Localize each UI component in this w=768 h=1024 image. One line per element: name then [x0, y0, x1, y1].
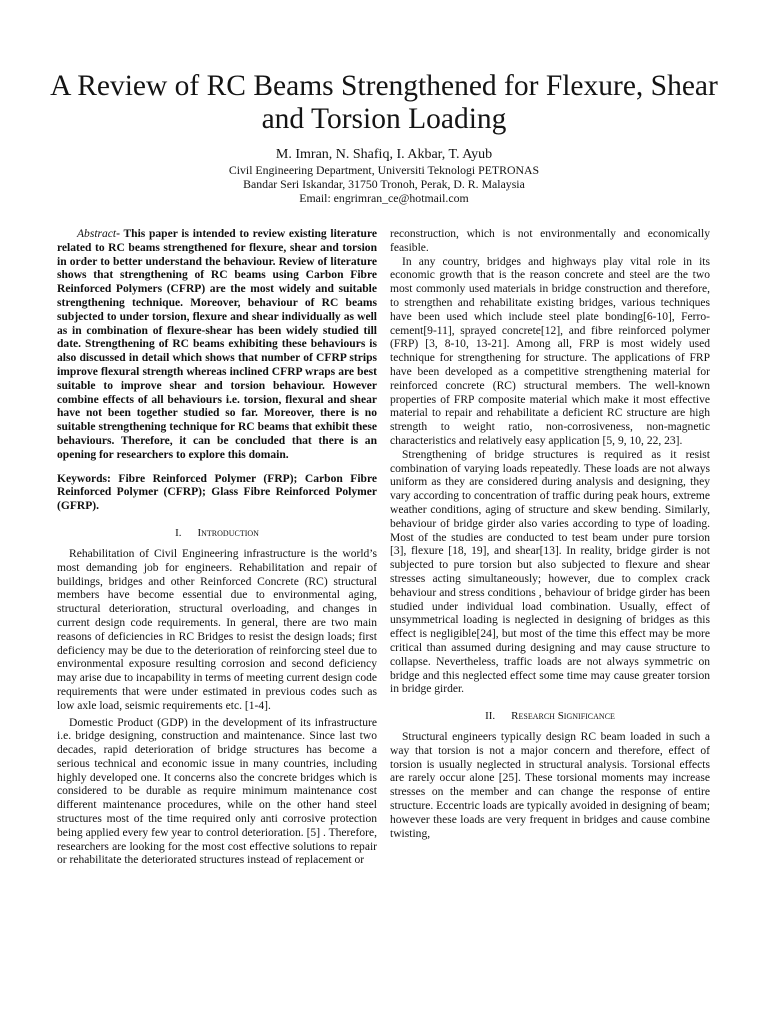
affiliation-department: Civil Engineering Department, Universiti Teknologi PETRONAS: [228, 163, 540, 177]
abstract-text: - This paper is intended to review existing literature related to RC beams strengthened for flexure, shear and torsion in order to better understand the behaviour. Review of literature shows that strengthening of RC beams using Carbon Fibre Reinforced Polymers (CFRP) are the most widely and suitable strengthening technique. Moreover, behaviour of RC beams subjected to under torsion, flexure and shear individually as well as in combination of flexure-shear has been widely studied till date. Strengthening of RC beams exhibiting these behaviours is also discussed in detail which shows that number of CFRP strips improve flexural strength whereas inclined CFRP wraps are best suitable to improve shear and torsion behaviour. However combine effects of all behaviours i.e. torsion, flexural and shear have not been together studied so far. Moreover, there is no suitable strengthening technique for RC beams that exhibit these behaviours. Therefore, it can be concluded that there is an opening for researchers to explore this domain.: [57, 228, 377, 461]
section-number: I.: [175, 526, 182, 539]
affiliation-block: [40, 163, 728, 205]
abstract: [57, 228, 377, 463]
left-column: [57, 228, 377, 868]
author-list: M. Imran, N. Shafiq, I. Akbar, T. Ayub: [275, 147, 493, 162]
section-name: Research Significance: [511, 710, 615, 723]
keywords-text: Fibre Reinforced Polymer (FRP); Carbon Fibre Reinforced Polymer (CFRP); Glass Fibre Reinforced Polymer (GFRP).: [57, 472, 377, 513]
section-number: II.: [485, 710, 496, 723]
body-paragraph: Rehabilitation of Civil Engineering infrastructure is the world’s most demanding job for engineers. Rehabilitation and repair of buildings, bridges and other Reinforced Concrete (RC) structural members have become essential due to environmental aging, structural deterioration, structural overloading, and changes in current design code requirements. In general, there are two main reasons of deficiencies in RC Bridges to resist the design loads; first deficiency may be due to the deterioration of reinforcing steel due to environmental exposure resulting corrosion and second deficiency may arise due to incapability in terms of meeting current design code requirements that were under estimated in previous codes such as low axle load, seismic requirements etc. [1-4].: [57, 547, 377, 712]
affiliation-address: Bandar Seri Iskandar, 31750 Tronoh, Perak, D. R. Malaysia: [243, 177, 525, 191]
keywords: [57, 473, 377, 514]
body-paragraph: In any country, bridges and highways play vital role in its economic growth that is the reason concrete and steel are the two most commonly used materials in bridge construction and therefore, to strengthen and rehabilitate existing bridges, various techniques have been used which include steel plate bonding[6-10], Ferro-cement[9-11], sprayed concrete[12], and fibre reinforced polymer (FRP) [3, 8-10, 13-21]. Among all, FRP is most widely used technique for strengthening for structure. The applications of FRP have been developed as a competitive strengthening material for reinforced concrete (RC) structural members. The well-known properties of FRP composite material which make it most effective material to repair and rehabilitate a deficient RC structure are high strength to weight ratio, non-corrosiveness, non-magnetic characteristics and relatively easy application [5, 9, 10, 22, 23].: [390, 255, 710, 447]
keywords-label: Keywords:: [57, 472, 111, 485]
body-paragraph: reconstruction, which is not environmentally and economically feasible.: [390, 228, 710, 254]
section-heading-introduction: [57, 526, 377, 540]
body-paragraph: Structural engineers typically design RC beam loaded in such a way that torsion is not a major concern and therefore, effect of torsion is usually neglected in structural analysis. Torsional effects are rarely occur alone [25]. These torsional moments may increase stresses on the member and can change the response of entire structure. Eccentric loads are typically avoided in designing of beam; however these loads are very frequent in bridges and cause combine twisting,: [390, 731, 710, 840]
section-name: Introduction: [197, 526, 259, 539]
right-column: [390, 228, 710, 841]
abstract-label: Abstract: [77, 228, 117, 240]
body-paragraph: Strengthening of bridge structures is required as it resist combination of varying loads repeatedly. These loads are not always uniform as they are considered during analysis and designing, they vary according to concentration of traffic during peak hours, extreme weather conditions, aging of structure and skew bending. Similarly, behaviour of bridge girder also varies according to type of loading. Most of the studies are conducted to test beam under pure torsion [3], flexure [18, 19], and shear[13]. In reality, bridge girder is not subjected to pure torsion but also subjected to flexure and shear stresses acting simultaneously; however, due to complex crack behaviour and stress conditions , behaviour of bridge girder has been studied under individual load combination. Usually, effect of unsymmetrical loading is neglected in designing of bridges as this effect is negligible[24], but most of the time this effect may be more critical than assumed during designing and may cause structure to collapse. Nevertheless, traffic loads are not always symmetric on bridge and this neglected effect some time may cause greater torsion in bridge girder.: [390, 448, 710, 696]
paper-title: A Review of RC Beams Strengthened for Flexure, Shear and Torsion Loading: [50, 70, 718, 135]
section-heading-research-significance: [390, 709, 710, 723]
author-email: Email: engrimran_ce@hotmail.com: [299, 191, 469, 205]
body-paragraph: Domestic Product (GDP) in the development of its infrastructure i.e. bridge designing, construction and maintenance. Since last two decades, rapid deterioration of bridge structures has become a serious technical and economic issue in many countries, including highly developed one. It concerns also the concrete bridges which is considered to be durable as require minimum maintenance cost different maintenance procedures, while on the other hand steel structures most of the time required only anti corrosive protection being applied every few year to control deterioration. [5] . Therefore, researchers are looking for the most cost effective solutions to repair or rehabilitate the deteriorated structures instead of replacement or: [57, 716, 377, 867]
